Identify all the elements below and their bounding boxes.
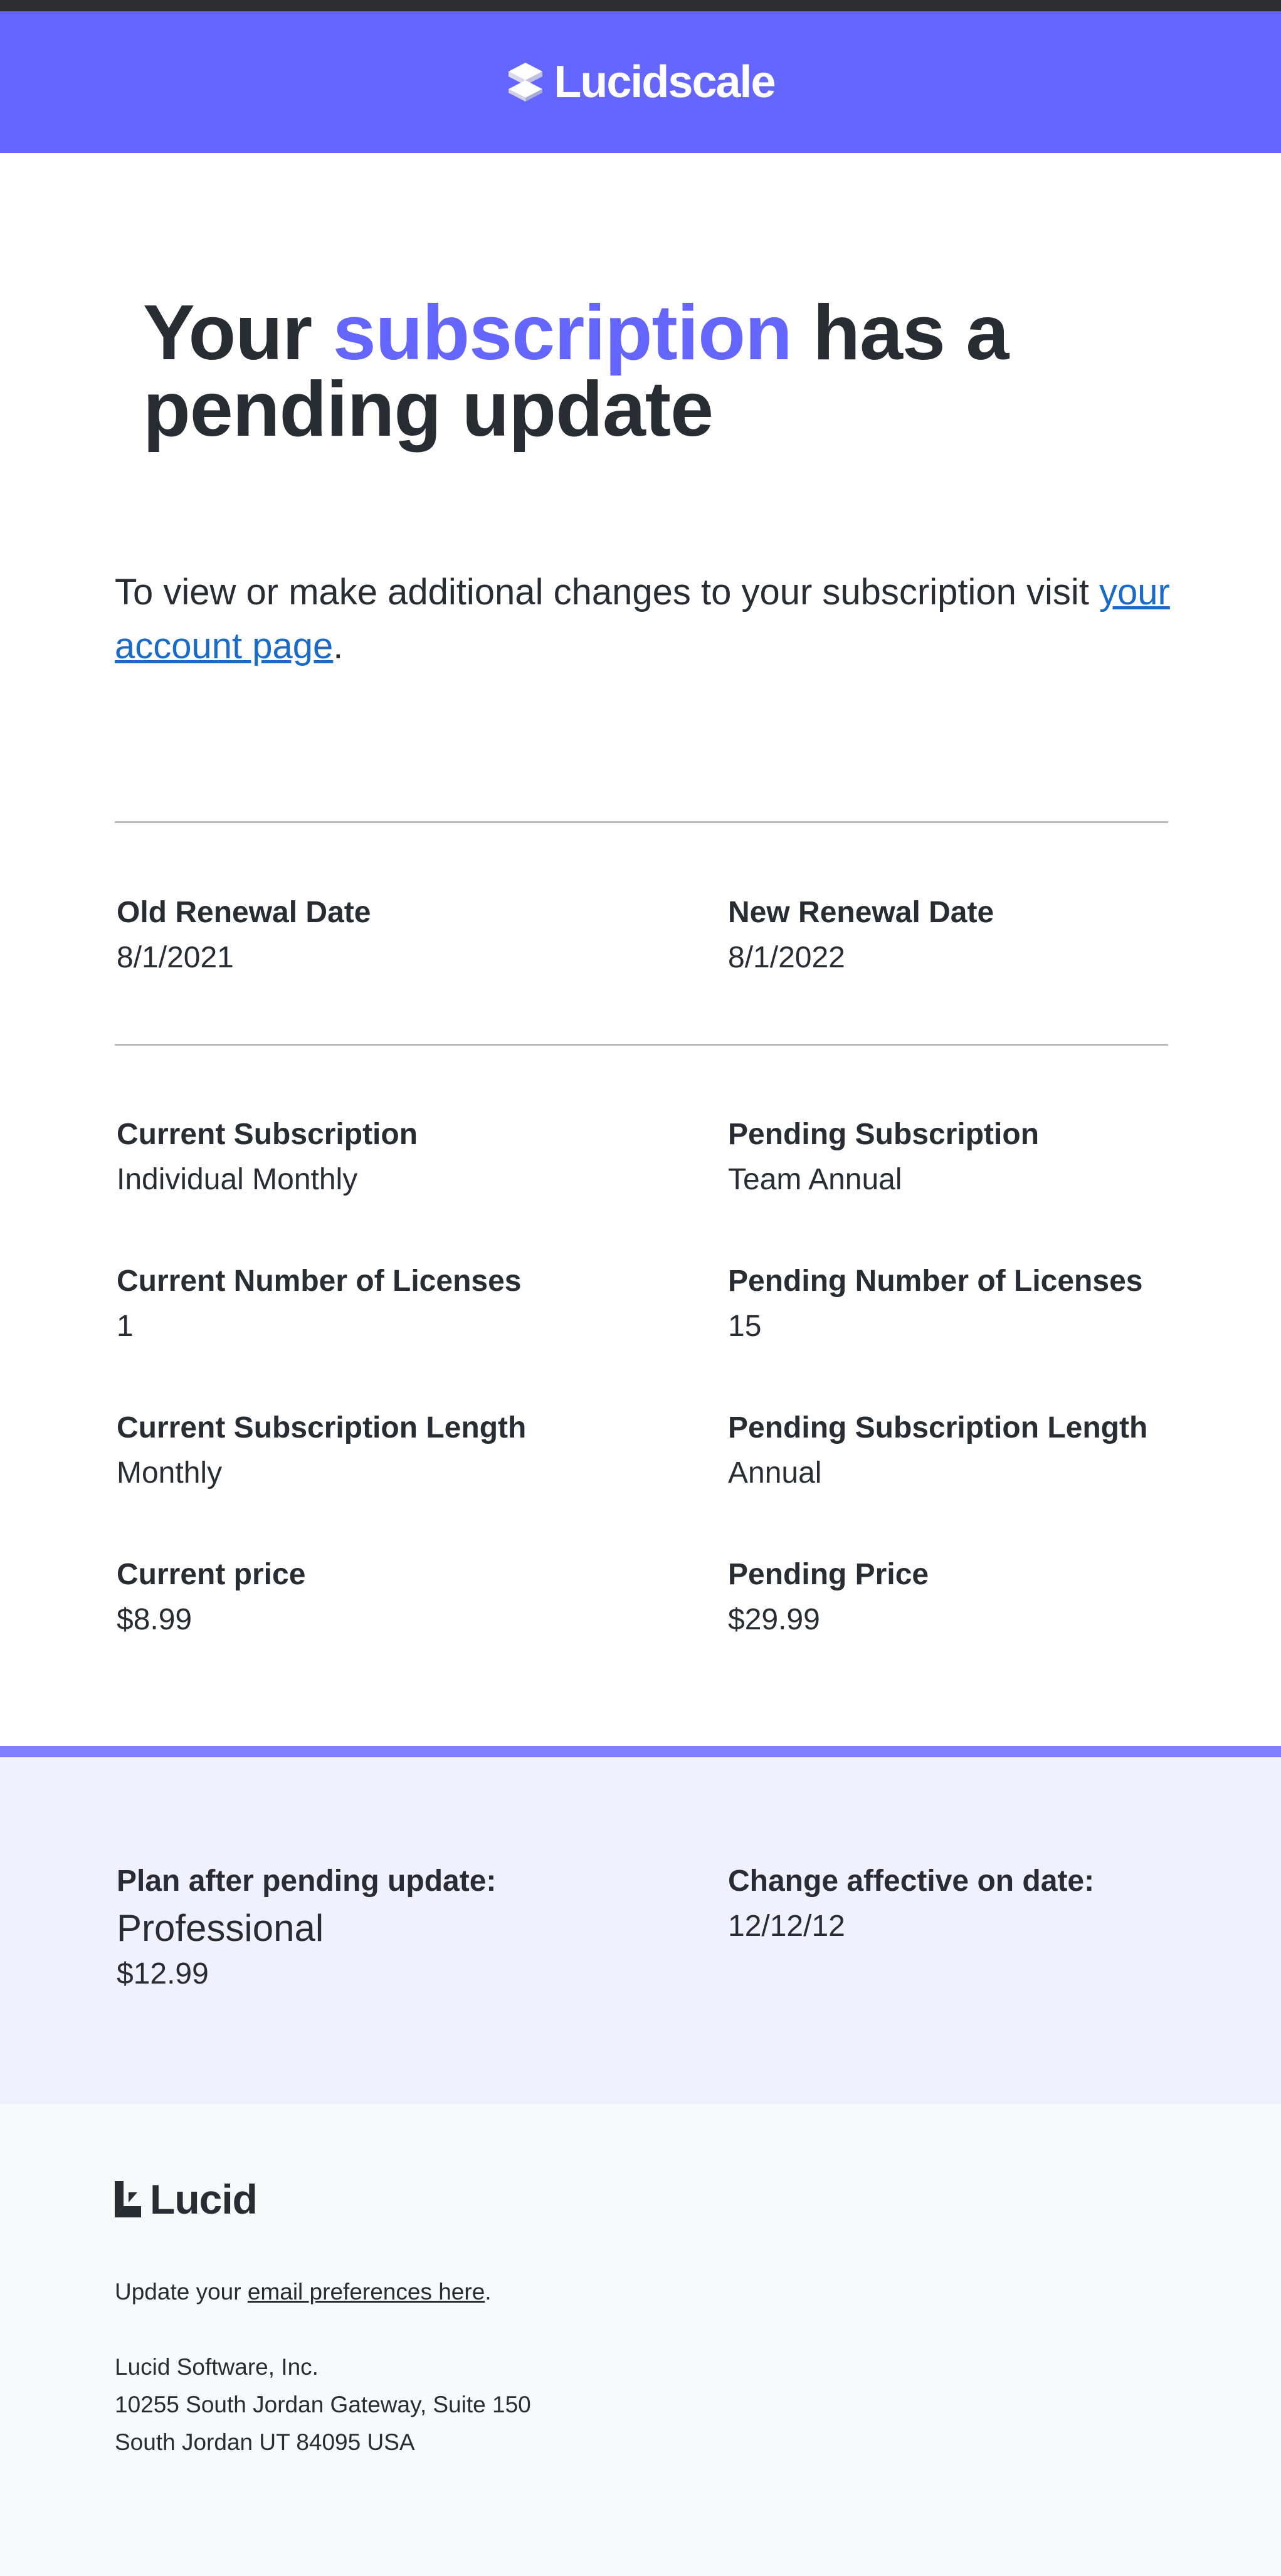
email-preferences bbox=[115, 2273, 492, 2311]
pending-price-label: Pending Price bbox=[728, 1558, 929, 1591]
plan-label: Plan after pending update: bbox=[117, 1864, 497, 1898]
address-line-1: 10255 South Jordan Gateway, Suite 150 bbox=[115, 2392, 531, 2417]
email-header bbox=[0, 11, 1281, 153]
current-licenses-label: Current Number of Licenses bbox=[117, 1264, 522, 1298]
old-renewal-label: Old Renewal Date bbox=[117, 896, 371, 929]
current-subscription bbox=[117, 1117, 418, 1197]
brand-name: Lucidscale bbox=[554, 57, 775, 107]
current-licenses-value: 1 bbox=[117, 1310, 134, 1343]
intro-text: To view or make additional changes to your subscription visit bbox=[115, 572, 1099, 612]
pending-licenses-label: Pending Number of Licenses bbox=[728, 1264, 1143, 1298]
top-bar bbox=[0, 0, 1281, 11]
new-renewal-label: New Renewal Date bbox=[728, 896, 994, 929]
headline-part1: Your bbox=[143, 290, 333, 376]
summary-panel bbox=[0, 1757, 1281, 2104]
current-length-value: Monthly bbox=[117, 1456, 223, 1490]
page-title bbox=[143, 290, 1178, 453]
lucid-logo-icon bbox=[115, 2181, 141, 2217]
intro-paragraph bbox=[115, 565, 1181, 673]
current-subscription-label: Current Subscription bbox=[117, 1118, 418, 1151]
pending-subscription-label: Pending Subscription bbox=[728, 1118, 1040, 1151]
email-preferences-link[interactable]: email preferences here bbox=[247, 2279, 485, 2305]
lucid-logo-text: Lucid bbox=[150, 2176, 257, 2222]
current-subscription-value: Individual Monthly bbox=[117, 1163, 358, 1196]
pref-prefix: Update your bbox=[115, 2279, 248, 2305]
divider-middle bbox=[115, 1044, 1168, 1046]
company-address bbox=[115, 2348, 531, 2461]
pending-subscription bbox=[728, 1117, 1039, 1197]
summary-accent-stripe bbox=[0, 1746, 1281, 1757]
change-effective-date bbox=[728, 1864, 1094, 1944]
plan-after-update bbox=[117, 1864, 496, 1992]
headline-accent: subscription bbox=[332, 290, 792, 376]
current-licenses bbox=[117, 1264, 521, 1344]
plan-price: $12.99 bbox=[117, 1957, 209, 1990]
pending-licenses-value: 15 bbox=[728, 1310, 762, 1343]
intro-suffix: . bbox=[333, 626, 344, 666]
headline-part2: has a pending update bbox=[143, 290, 1009, 453]
layers-icon bbox=[506, 61, 545, 103]
current-price-label: Current price bbox=[117, 1558, 306, 1591]
old-renewal-value: 8/1/2021 bbox=[117, 941, 234, 974]
current-price bbox=[117, 1557, 305, 1638]
address-line-2: South Jordan UT 84095 USA bbox=[115, 2429, 415, 2455]
company-name: Lucid Software, Inc. bbox=[115, 2354, 319, 2380]
current-price-value: $8.99 bbox=[117, 1603, 192, 1636]
pending-subscription-value: Team Annual bbox=[728, 1163, 902, 1196]
pending-length-value: Annual bbox=[728, 1456, 822, 1490]
effective-date-label: Change affective on date: bbox=[728, 1864, 1095, 1898]
lucid-logo[interactable] bbox=[115, 2175, 257, 2223]
pending-length bbox=[728, 1411, 1147, 1491]
current-length-label: Current Subscription Length bbox=[117, 1411, 527, 1444]
email-footer bbox=[0, 2104, 1281, 2576]
new-renewal-value: 8/1/2022 bbox=[728, 941, 845, 974]
effective-date-value: 12/12/12 bbox=[728, 1910, 845, 1943]
pending-price-value: $29.99 bbox=[728, 1603, 820, 1636]
pending-price bbox=[728, 1557, 929, 1638]
plan-name: Professional bbox=[117, 1907, 324, 1949]
pending-length-label: Pending Subscription Length bbox=[728, 1411, 1148, 1444]
new-renewal-date bbox=[728, 895, 994, 975]
pref-suffix: . bbox=[485, 2279, 492, 2305]
divider-top bbox=[115, 821, 1168, 823]
lucidscale-logo[interactable] bbox=[506, 56, 774, 108]
current-length bbox=[117, 1411, 526, 1491]
pending-licenses bbox=[728, 1264, 1142, 1344]
old-renewal-date bbox=[117, 895, 371, 975]
account-page-link[interactable]: your account page bbox=[115, 572, 1170, 666]
